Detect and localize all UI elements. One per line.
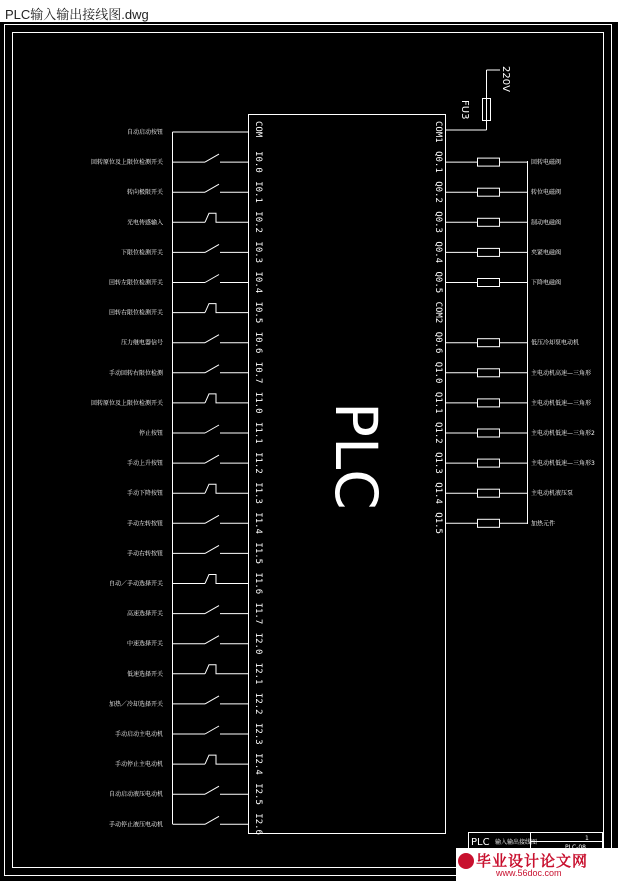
input-pin: I1.2 <box>253 452 263 474</box>
switch-contact <box>205 244 219 252</box>
input-row <box>109 302 263 324</box>
switch-contact <box>205 304 220 313</box>
input-pin: I2.3 <box>253 723 263 745</box>
coil-symbol <box>478 459 500 467</box>
coil-symbol <box>478 188 500 196</box>
input-label: 手动上升按钮 <box>126 460 163 468</box>
input-pin: I1.7 <box>253 602 263 625</box>
switch-contact <box>205 786 219 794</box>
switch-contact <box>205 665 220 674</box>
input-label: 加热／冷却选择开关 <box>108 700 163 708</box>
switch-contact <box>205 515 219 523</box>
title-prefix: PLC <box>471 837 490 848</box>
output-label: 回转电磁阀 <box>531 159 562 167</box>
coil-symbol <box>478 339 500 347</box>
input-label: 下限位检测开关 <box>120 249 163 257</box>
output-pin: Q1.0 <box>433 361 443 384</box>
input-label: 手动回转右限位检测 <box>108 369 163 377</box>
input-label: 压力继电器信号 <box>120 339 163 347</box>
output-row <box>433 241 561 263</box>
input-row <box>109 573 263 595</box>
output-pin: Q0.1 <box>433 151 443 173</box>
output-row <box>433 181 561 203</box>
input-row <box>109 272 263 294</box>
output-label: 制动电磁阀 <box>531 219 562 227</box>
input-pin: I0.2 <box>253 211 263 233</box>
inner-frame <box>13 33 604 868</box>
switch-contact <box>205 755 220 764</box>
coil-symbol <box>478 279 500 287</box>
output-pin: Q0.4 <box>433 241 443 264</box>
output-label: 下降电磁阀 <box>531 279 562 287</box>
input-row <box>109 813 263 835</box>
input-row <box>115 753 263 775</box>
input-row <box>91 392 263 414</box>
input-label: 自动启动液压电动机 <box>108 791 163 799</box>
input-label: 手动左转按钮 <box>126 520 163 528</box>
coil-symbol <box>478 429 500 437</box>
input-label: 手动右转按钮 <box>126 550 163 558</box>
switch-contact <box>205 545 219 553</box>
output-label: 主电动机高速—三角形 <box>531 369 592 377</box>
output-label: 低压冷却泵电动机 <box>531 339 580 347</box>
input-pin: COM <box>253 121 263 138</box>
input-row <box>127 663 263 685</box>
output-row <box>433 211 561 233</box>
output-row <box>433 151 561 173</box>
input-label: 回转原位及上限位检测开关 <box>90 399 163 407</box>
input-pin: I1.6 <box>253 572 263 595</box>
switch-contact <box>205 606 219 614</box>
switch-contact <box>205 636 219 644</box>
input-row <box>121 332 263 354</box>
switch-contact <box>205 425 219 433</box>
output-label: 主电动机低速—三角形2 <box>531 430 595 437</box>
plc-label: PLC <box>322 402 390 510</box>
input-label: 回转左限位检测开关 <box>108 279 163 287</box>
output-row <box>433 121 443 143</box>
input-row <box>109 783 263 805</box>
output-pin: Q0.3 <box>433 211 443 233</box>
window-titlebar <box>0 0 618 22</box>
input-pin: I0.7 <box>253 361 263 384</box>
output-row <box>433 302 443 324</box>
input-pin: I0.6 <box>253 331 263 354</box>
watermark-url: www.56doc.com <box>496 868 562 878</box>
input-label: 手动停止主电动机 <box>114 761 163 769</box>
input-label: 回转右限位检测开关 <box>108 309 163 317</box>
input-label: 手动启动主电动机 <box>114 731 163 738</box>
output-pin: Q0.5 <box>433 271 443 294</box>
input-row <box>127 482 263 504</box>
switch-contact <box>205 575 220 584</box>
output-pin: Q0.6 <box>433 331 443 354</box>
input-row <box>127 211 263 233</box>
output-row <box>433 512 555 534</box>
coil-symbol <box>478 158 500 166</box>
input-label: 自动／手动选择开关 <box>108 580 163 588</box>
watermark <box>456 848 618 881</box>
input-pin: I1.3 <box>253 482 263 504</box>
input-label: 中速选择开关 <box>126 640 163 648</box>
coil-symbol <box>478 218 500 226</box>
input-pin: I2.5 <box>253 783 263 805</box>
input-label: 光电传感输入 <box>126 219 163 227</box>
switch-contact <box>205 154 219 162</box>
input-row <box>127 633 263 655</box>
power-supply <box>445 66 511 130</box>
input-row <box>127 181 263 203</box>
input-pin: I1.0 <box>253 391 263 414</box>
input-label: 高速选择开关 <box>126 610 163 618</box>
input-pin: I2.2 <box>253 692 263 715</box>
switch-contact <box>205 275 219 283</box>
input-pin: I2.1 <box>253 662 263 685</box>
title-sheet: 1 <box>585 835 589 842</box>
input-label: 转向极限开关 <box>126 189 163 197</box>
output-row <box>433 332 579 354</box>
input-label: 停止按钮 <box>138 430 163 437</box>
output-row <box>433 452 595 474</box>
input-pin: I2.4 <box>253 753 263 775</box>
input-rows <box>91 121 263 835</box>
title-drawing-name: 输入输出接线图 <box>495 839 538 846</box>
outer-frame <box>5 25 612 876</box>
input-pin: I0.5 <box>253 301 263 324</box>
output-pin: Q1.2 <box>433 422 443 444</box>
output-label: 主电动机液压泵 <box>531 490 574 498</box>
input-pin: I1.5 <box>253 542 263 565</box>
switch-contact <box>205 335 219 343</box>
output-pin: Q0.2 <box>433 181 443 203</box>
window-title: PLC输入输出接线图.dwg <box>5 7 149 22</box>
input-row <box>127 512 263 534</box>
input-pin: I2.6 <box>253 813 263 835</box>
input-row <box>115 723 263 745</box>
coil-symbol <box>478 519 500 527</box>
switch-contact <box>205 455 219 463</box>
output-pin: Q1.5 <box>433 512 443 534</box>
supply-voltage: 220V <box>500 66 511 92</box>
input-label: 自动启动按钮 <box>126 129 163 136</box>
switch-contact <box>205 213 220 222</box>
switch-contact <box>205 484 220 493</box>
input-row <box>139 422 263 444</box>
output-pin: Q1.4 <box>433 482 443 504</box>
output-label: 主电动机低速—三角形 <box>531 399 592 407</box>
wiring-diagram <box>0 22 618 881</box>
input-row <box>127 121 263 138</box>
output-pin: Q1.3 <box>433 452 443 474</box>
output-pin: COM2 <box>433 301 443 324</box>
output-row <box>433 272 561 294</box>
coil-symbol <box>478 489 500 497</box>
input-pin: I0.4 <box>253 271 263 294</box>
input-pin: I0.3 <box>253 241 263 264</box>
coil-symbol <box>478 399 500 407</box>
output-pin: COM1 <box>433 121 443 143</box>
watermark-text: 毕业设计论文网 <box>476 852 589 870</box>
drawing-canvas[interactable] <box>0 22 618 881</box>
input-row <box>109 693 263 715</box>
output-label: 主电动机低速—三角形3 <box>531 460 595 468</box>
output-label: 转位电磁阀 <box>531 189 562 197</box>
input-label: 回转原位及上限位检测开关 <box>90 159 163 167</box>
fuse-label: FU3 <box>459 100 470 120</box>
coil-symbol <box>478 369 500 377</box>
input-pin: I1.4 <box>253 512 263 534</box>
output-row <box>433 392 591 414</box>
switch-contact <box>205 696 219 704</box>
switch-contact <box>205 365 219 373</box>
output-row <box>433 422 595 444</box>
input-row <box>127 452 263 474</box>
switch-contact <box>205 816 219 824</box>
input-pin: I1.1 <box>253 422 263 444</box>
input-label: 低速选择开关 <box>126 670 163 678</box>
input-row <box>127 603 263 625</box>
input-row <box>121 241 263 263</box>
switch-contact <box>205 394 220 403</box>
input-row <box>91 151 263 173</box>
input-pin: I2.0 <box>253 632 263 655</box>
output-label: 夹紧电磁阀 <box>531 249 562 257</box>
input-pin: I0.1 <box>253 181 263 203</box>
output-row <box>433 482 573 504</box>
input-row <box>127 542 263 564</box>
output-rows <box>433 121 595 534</box>
coil-symbol <box>478 248 500 256</box>
switch-contact <box>205 726 219 734</box>
output-label: 加热元件 <box>531 520 556 528</box>
input-pin: I0.0 <box>253 151 263 173</box>
output-pin: Q1.1 <box>433 391 443 414</box>
switch-contact <box>205 184 219 192</box>
input-row <box>109 362 263 384</box>
output-row <box>433 362 591 384</box>
input-label: 手动下降按钮 <box>126 490 163 498</box>
input-label: 手动停止液压电动机 <box>108 821 163 829</box>
watermark-logo-icon <box>458 853 474 869</box>
